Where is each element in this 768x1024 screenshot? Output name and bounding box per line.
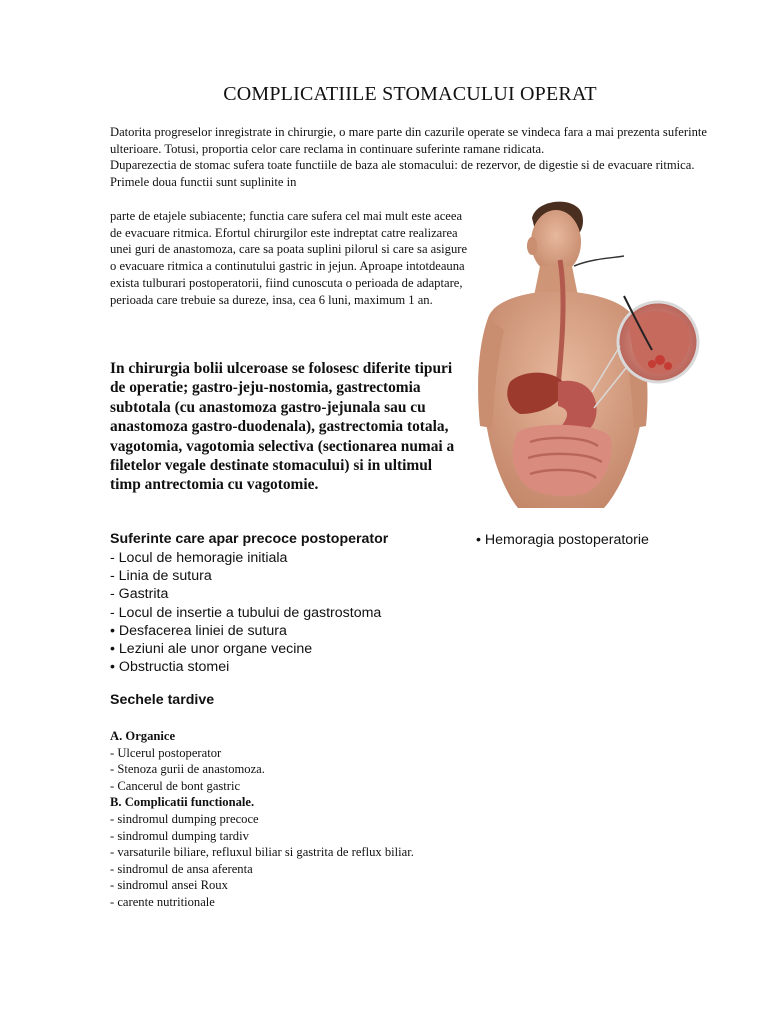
- list-item: - sindromul de ansa aferenta: [110, 861, 253, 876]
- intro-paragraph-1: Datorita progreselor inregistrate in chirurgie, o mare parte din cazurile operate se vindeca fara a mai prezenta suferinte ulterioare. Totusi, proportia celor care reclama in continuare suferinte ramane ridicata.: [110, 125, 707, 156]
- anatomy-illustration-icon: [474, 196, 702, 508]
- list-item: - carente nutritionale: [110, 894, 215, 909]
- list-item: - Linia de sutura: [110, 568, 212, 585]
- list-item: • Obstructia stomei: [110, 659, 230, 676]
- early-complications-heading: Suferinte care apar precoce postoperator: [110, 531, 389, 547]
- organic-subheading: A. Organice: [110, 729, 176, 743]
- page-title: COMPLICATIILE STOMACULUI OPERAT: [223, 83, 597, 105]
- list-item: - Stenoza gurii de anastomoza.: [110, 762, 265, 777]
- functional-subheading: B. Complicatii functionale.: [110, 795, 255, 810]
- list-item: - sindromul dumping tardiv: [110, 828, 249, 843]
- functional-list: [110, 811, 670, 911]
- list-item: • Leziuni ale unor organe vecine: [110, 641, 313, 658]
- organic-list: [110, 745, 670, 795]
- list-item: - sindromul dumping precoce: [110, 811, 259, 826]
- operations-paragraph: In chirurgia bolii ulceroase se folosesc diferite tipuri de operatie; gastro-jeju-nostomia, gastrectomia subtotala (cu anastomoza gastro-jejunala sau cu anastomoza gastro-duodenala), gastrectomia totala, vagotomia, vagotomia selectiva (sectionarea numai a filetelor vegale destinate stomacului) si in ultimul timp antrectomia cu vagotomie.: [110, 360, 455, 494]
- intro-paragraph-2: Duparezectia de stomac sufera toate functiile de baza ale stomacului: de rezervor, de digestie si de evacuare ritmica. Primele doua functii sunt suplinite in: [110, 158, 695, 190]
- list-item: - Locul de insertie a tubului de gastrostoma: [110, 604, 382, 621]
- list-item: - varsaturile biliare, refluxul biliar si gastrita de reflux biliar.: [110, 845, 414, 860]
- late-sequelae-section: [110, 728, 670, 911]
- list-item: • Desfacerea liniei de sutura: [110, 622, 287, 639]
- early-complication-hemorrhage: • Hemoragia postoperatorie: [476, 532, 649, 548]
- list-item: - Cancerul de bont gastric: [110, 778, 241, 793]
- list-item: - Gastrita: [110, 586, 169, 603]
- list-item: - Locul de hemoragie initiala: [110, 550, 288, 566]
- list-item: - Ulcerul postoperator: [110, 745, 222, 760]
- intro-text: [110, 124, 710, 191]
- late-sequelae-heading: Sechele tardive: [110, 692, 215, 708]
- early-complications-list: [110, 549, 381, 676]
- intro-paragraph-3: parte de etajele subiacente; functia care sufera cel mai mult este aceea de evacuare ritmica. Efortul chirurgilor este indreptat catre realizarea unei guri de anastomoza, care sa poata suplini pilorul si care sa asigure o evacuare ritmica a continutului gastric in jejun. Aproape intotdeauna exista tulburari postoperatorii, fiind cunoscuta o perioada de adaptare, perioada care trebuie sa dureze, insa, cea 6 luni, maximum 1 an.: [110, 209, 468, 307]
- list-item: - sindromul ansei Roux: [110, 878, 228, 893]
- intro-wrapped-column: [110, 208, 472, 308]
